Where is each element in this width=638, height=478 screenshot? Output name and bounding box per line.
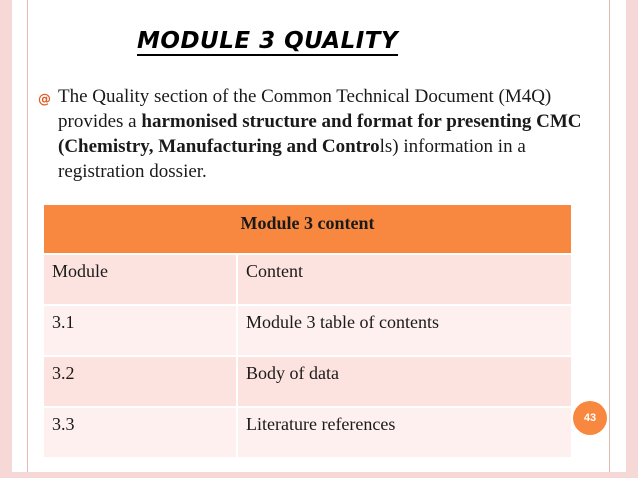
column-header-content: Content (237, 254, 572, 305)
table-row (43, 254, 572, 305)
table-cell-module: 3.2 (43, 356, 237, 407)
left-border-band (0, 0, 12, 478)
table-row (43, 356, 572, 407)
column-header-module: Module (43, 254, 237, 305)
page-number-badge: 43 (573, 401, 607, 435)
right-border-band (626, 0, 638, 478)
module-content-table (42, 203, 573, 459)
right-border-line (609, 0, 610, 478)
bottom-border-band (0, 472, 638, 478)
slide-title: MODULE 3 QUALITY (137, 28, 399, 54)
swirl-bullet-icon: @ (38, 92, 51, 107)
body-paragraph (58, 84, 598, 184)
table-header: Module 3 content (43, 204, 572, 254)
paragraph-text-2: ls) information in a registration dossier. (58, 136, 526, 182)
table-row (43, 305, 572, 356)
paragraph-text-1: The Quality section of the Common Technical Document (M4Q) provides a (58, 86, 552, 132)
table-cell-content: Module 3 table of contents (237, 305, 572, 356)
table-cell-module: 3.3 (43, 407, 237, 458)
table-cell-content: Literature references (237, 407, 572, 458)
left-border-line (27, 0, 28, 478)
table-cell-content: Body of data (237, 356, 572, 407)
table-cell-module: 3.1 (43, 305, 237, 356)
table-row (43, 407, 572, 458)
paragraph-bold-text: harmonised structure and format for presenting CMC (Chemistry, Manufacturing and Contro (58, 111, 582, 157)
